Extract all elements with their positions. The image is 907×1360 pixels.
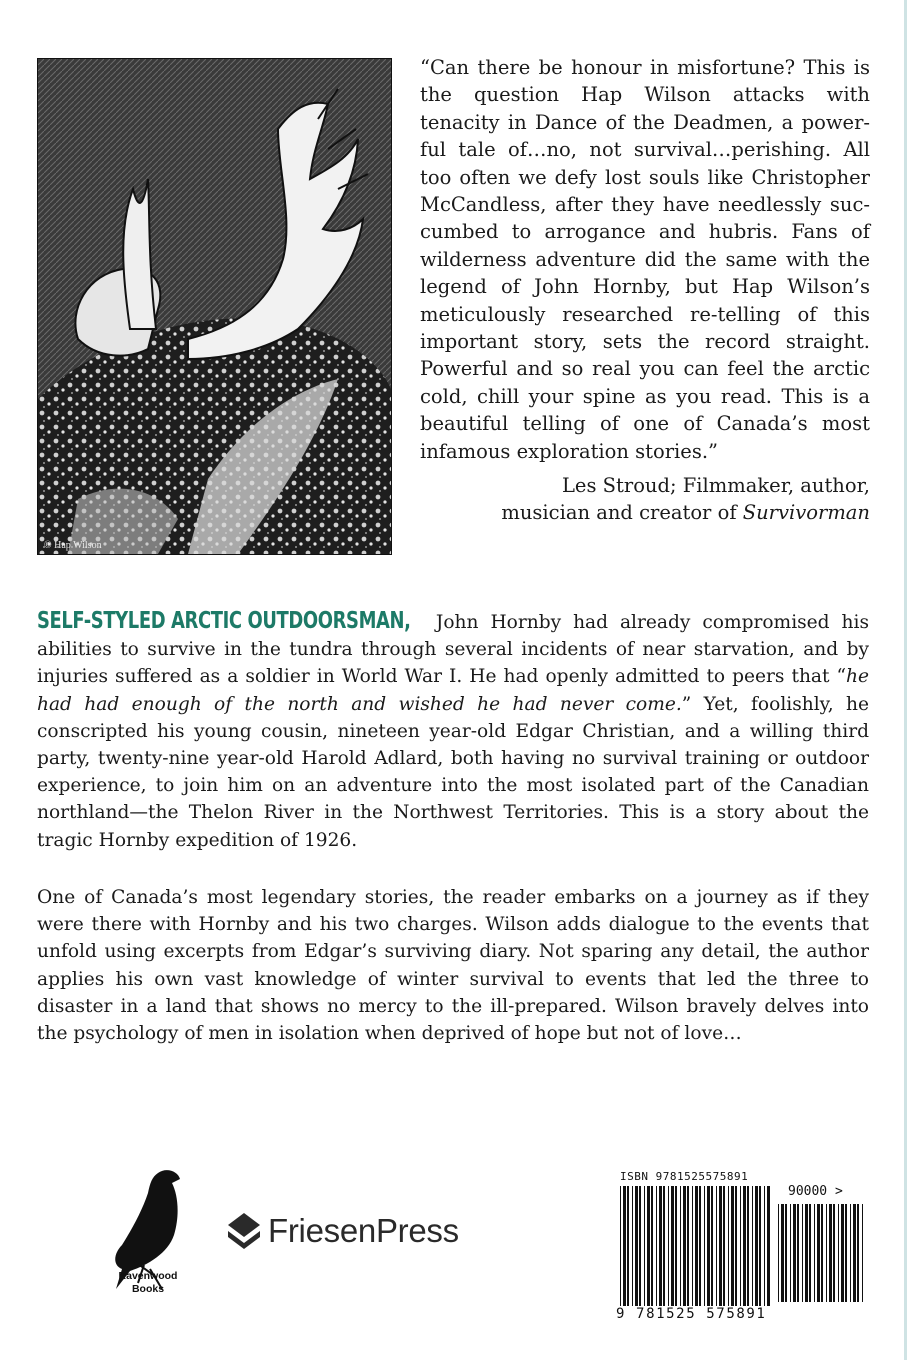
barcode-bar (752, 1186, 753, 1306)
barcode-bar (778, 1204, 779, 1302)
barcode-bar (841, 1204, 844, 1302)
barcode-bar (668, 1186, 669, 1306)
barcode-bar (707, 1186, 710, 1306)
barcode-bar (785, 1204, 787, 1302)
barcode-bar (699, 1186, 701, 1306)
friesenpress-logo (226, 1205, 459, 1257)
isbn-label: ISBN 9781525575891 (620, 1170, 749, 1183)
blurb-paragraph-2: One of Canada’s most legendary stories, the reader embarks on a journey as if they were there with Hornby and his two charges. Wilson adds dialogue to the events that unfold using excerpts from Edgar’s surviving diary. Not sparing any detail, the author applies his own vast knowledge of winter survival to events that led the three to disaster in a land that shows no mercy to the ill-prepared. Wilson bravely delves into the psychology of men in isolation when deprived of hope but not of love… (37, 887, 869, 1045)
barcode-bar (671, 1186, 674, 1306)
caribou-antler-illustration (37, 58, 392, 555)
barcode-bar (802, 1204, 803, 1302)
barcode-bar (829, 1204, 832, 1302)
barcode-bar (838, 1204, 839, 1302)
friesenpress-mark-icon (226, 1211, 262, 1251)
barcode-bar (716, 1186, 717, 1306)
barcode-bar (644, 1186, 645, 1306)
barcode-bar (862, 1204, 863, 1302)
barcode-bar (805, 1204, 808, 1302)
price-code: 90000 > (788, 1184, 843, 1199)
friesenpress-wordmark: FriesenPress (268, 1212, 459, 1249)
barcode-bar (728, 1186, 729, 1306)
barcode-bar (821, 1204, 823, 1302)
ravenwood-line-1: Ravenwood (118, 1270, 178, 1282)
barcode-bar (627, 1186, 629, 1306)
barcode-bar (809, 1204, 811, 1302)
barcode-bar (695, 1186, 698, 1306)
barcode-bar (817, 1204, 820, 1302)
barcode-bar (755, 1186, 758, 1306)
endorsement-quote: “Can there be honour in misfortune? This is the question Hap Wilson attacks with tenacity in Dance of the Deadmen, a powerful tale of…no, not survival…perishing. All too often we defy lost souls like Christopher McCandless, after they have needlessly succumbed to arrogance and hubris. Fans of wilderness adventure did the same with the legend of John Hornby, but Hap Wilson’s meticulously researched re-telling of this important story, sets the record straight. Powerful and so real you can feel the arctic cold, chill your spine as you read. This is a beautiful telling of one of Canada’s most infamous exploration stories.” (420, 56, 870, 463)
barcode-bar (719, 1186, 722, 1306)
barcode-bar (711, 1186, 713, 1306)
barcode-bar (790, 1204, 791, 1302)
barcode-bar (740, 1186, 741, 1306)
barcode-bar (857, 1204, 859, 1302)
ravenwood-books-label (98, 1270, 198, 1296)
ean-bars (620, 1186, 772, 1306)
barcode-bar (797, 1204, 799, 1302)
barcode-bar (743, 1186, 746, 1306)
attribution-line-2 (420, 499, 870, 526)
attribution-line-1: Les Stroud; Filmmaker, author, (561, 474, 870, 497)
blurb-lead-heading: SELF-STYLED ARCTIC OUTDOORSMAN, (37, 608, 411, 634)
blurb-p1-part-2: ” Yet, foolishly, he conscripted his young cousin, nineteen year-old Edgar Christian, and a willing third party, twenty-nine year-old Harold Adlard, both having no survival training or outdoor experience, to join him on an adventure into the most isolated part of the Canadian northland—the Thelon River in the Northwest Territories. This is a story about the tragic Hornby expedition of 1926. (37, 693, 869, 851)
barcode-bar (659, 1186, 662, 1306)
barcode-bar (723, 1186, 725, 1306)
barcode-bar (683, 1186, 686, 1306)
barcode-bar (747, 1186, 749, 1306)
ravenwood-line-2: Books (131, 1283, 165, 1295)
barcode-bar (632, 1186, 633, 1306)
barcode-bar (781, 1204, 784, 1302)
barcode-bar (647, 1186, 650, 1306)
barcode-bar (767, 1186, 770, 1306)
isbn-digits: 9 781525 575891 (616, 1306, 767, 1322)
barcode-bar (687, 1186, 689, 1306)
barcode-bar (639, 1186, 641, 1306)
barcode-bar (853, 1204, 856, 1302)
endorsement-attribution (420, 472, 870, 527)
barcode-bar (833, 1204, 835, 1302)
barcode-bar (651, 1186, 653, 1306)
price-addon-bars (778, 1204, 866, 1302)
barcode-bar (793, 1204, 796, 1302)
barcode-bar (623, 1186, 626, 1306)
barcode-bar (635, 1186, 638, 1306)
illustration-drawing (38, 59, 391, 554)
barcode-bar (735, 1186, 737, 1306)
illustration-credit: © Hap Wilson (44, 540, 102, 551)
blurb-paragraph-1 (37, 608, 869, 854)
barcode-bar (620, 1186, 621, 1306)
blurb-p1-part-1: John Hornby had already compromised his abilities to survive in the tundra through several incidents of near starvation, and by injuries suffered as a soldier in World War I. He had openly admitted to peers that “ (37, 612, 869, 688)
barcode-bar (704, 1186, 705, 1306)
barcode-bar (656, 1186, 657, 1306)
barcode-bar (675, 1186, 677, 1306)
barcode-bar (764, 1186, 765, 1306)
attribution-prefix: musician and creator of (501, 501, 743, 525)
barcode-bar (845, 1204, 847, 1302)
blurb-p1-quote: he had had enough of the north and wished he had never come. (37, 666, 869, 715)
show-title: Survivorman (742, 501, 870, 525)
barcode-bar (814, 1204, 815, 1302)
barcode-bar (731, 1186, 734, 1306)
barcode-bar (850, 1204, 851, 1302)
isbn-barcode (612, 1166, 870, 1326)
barcode-bar (663, 1186, 665, 1306)
barcode-bar (692, 1186, 693, 1306)
barcode-bar (826, 1204, 827, 1302)
barcode-bar (759, 1186, 761, 1306)
barcode-bar (680, 1186, 681, 1306)
